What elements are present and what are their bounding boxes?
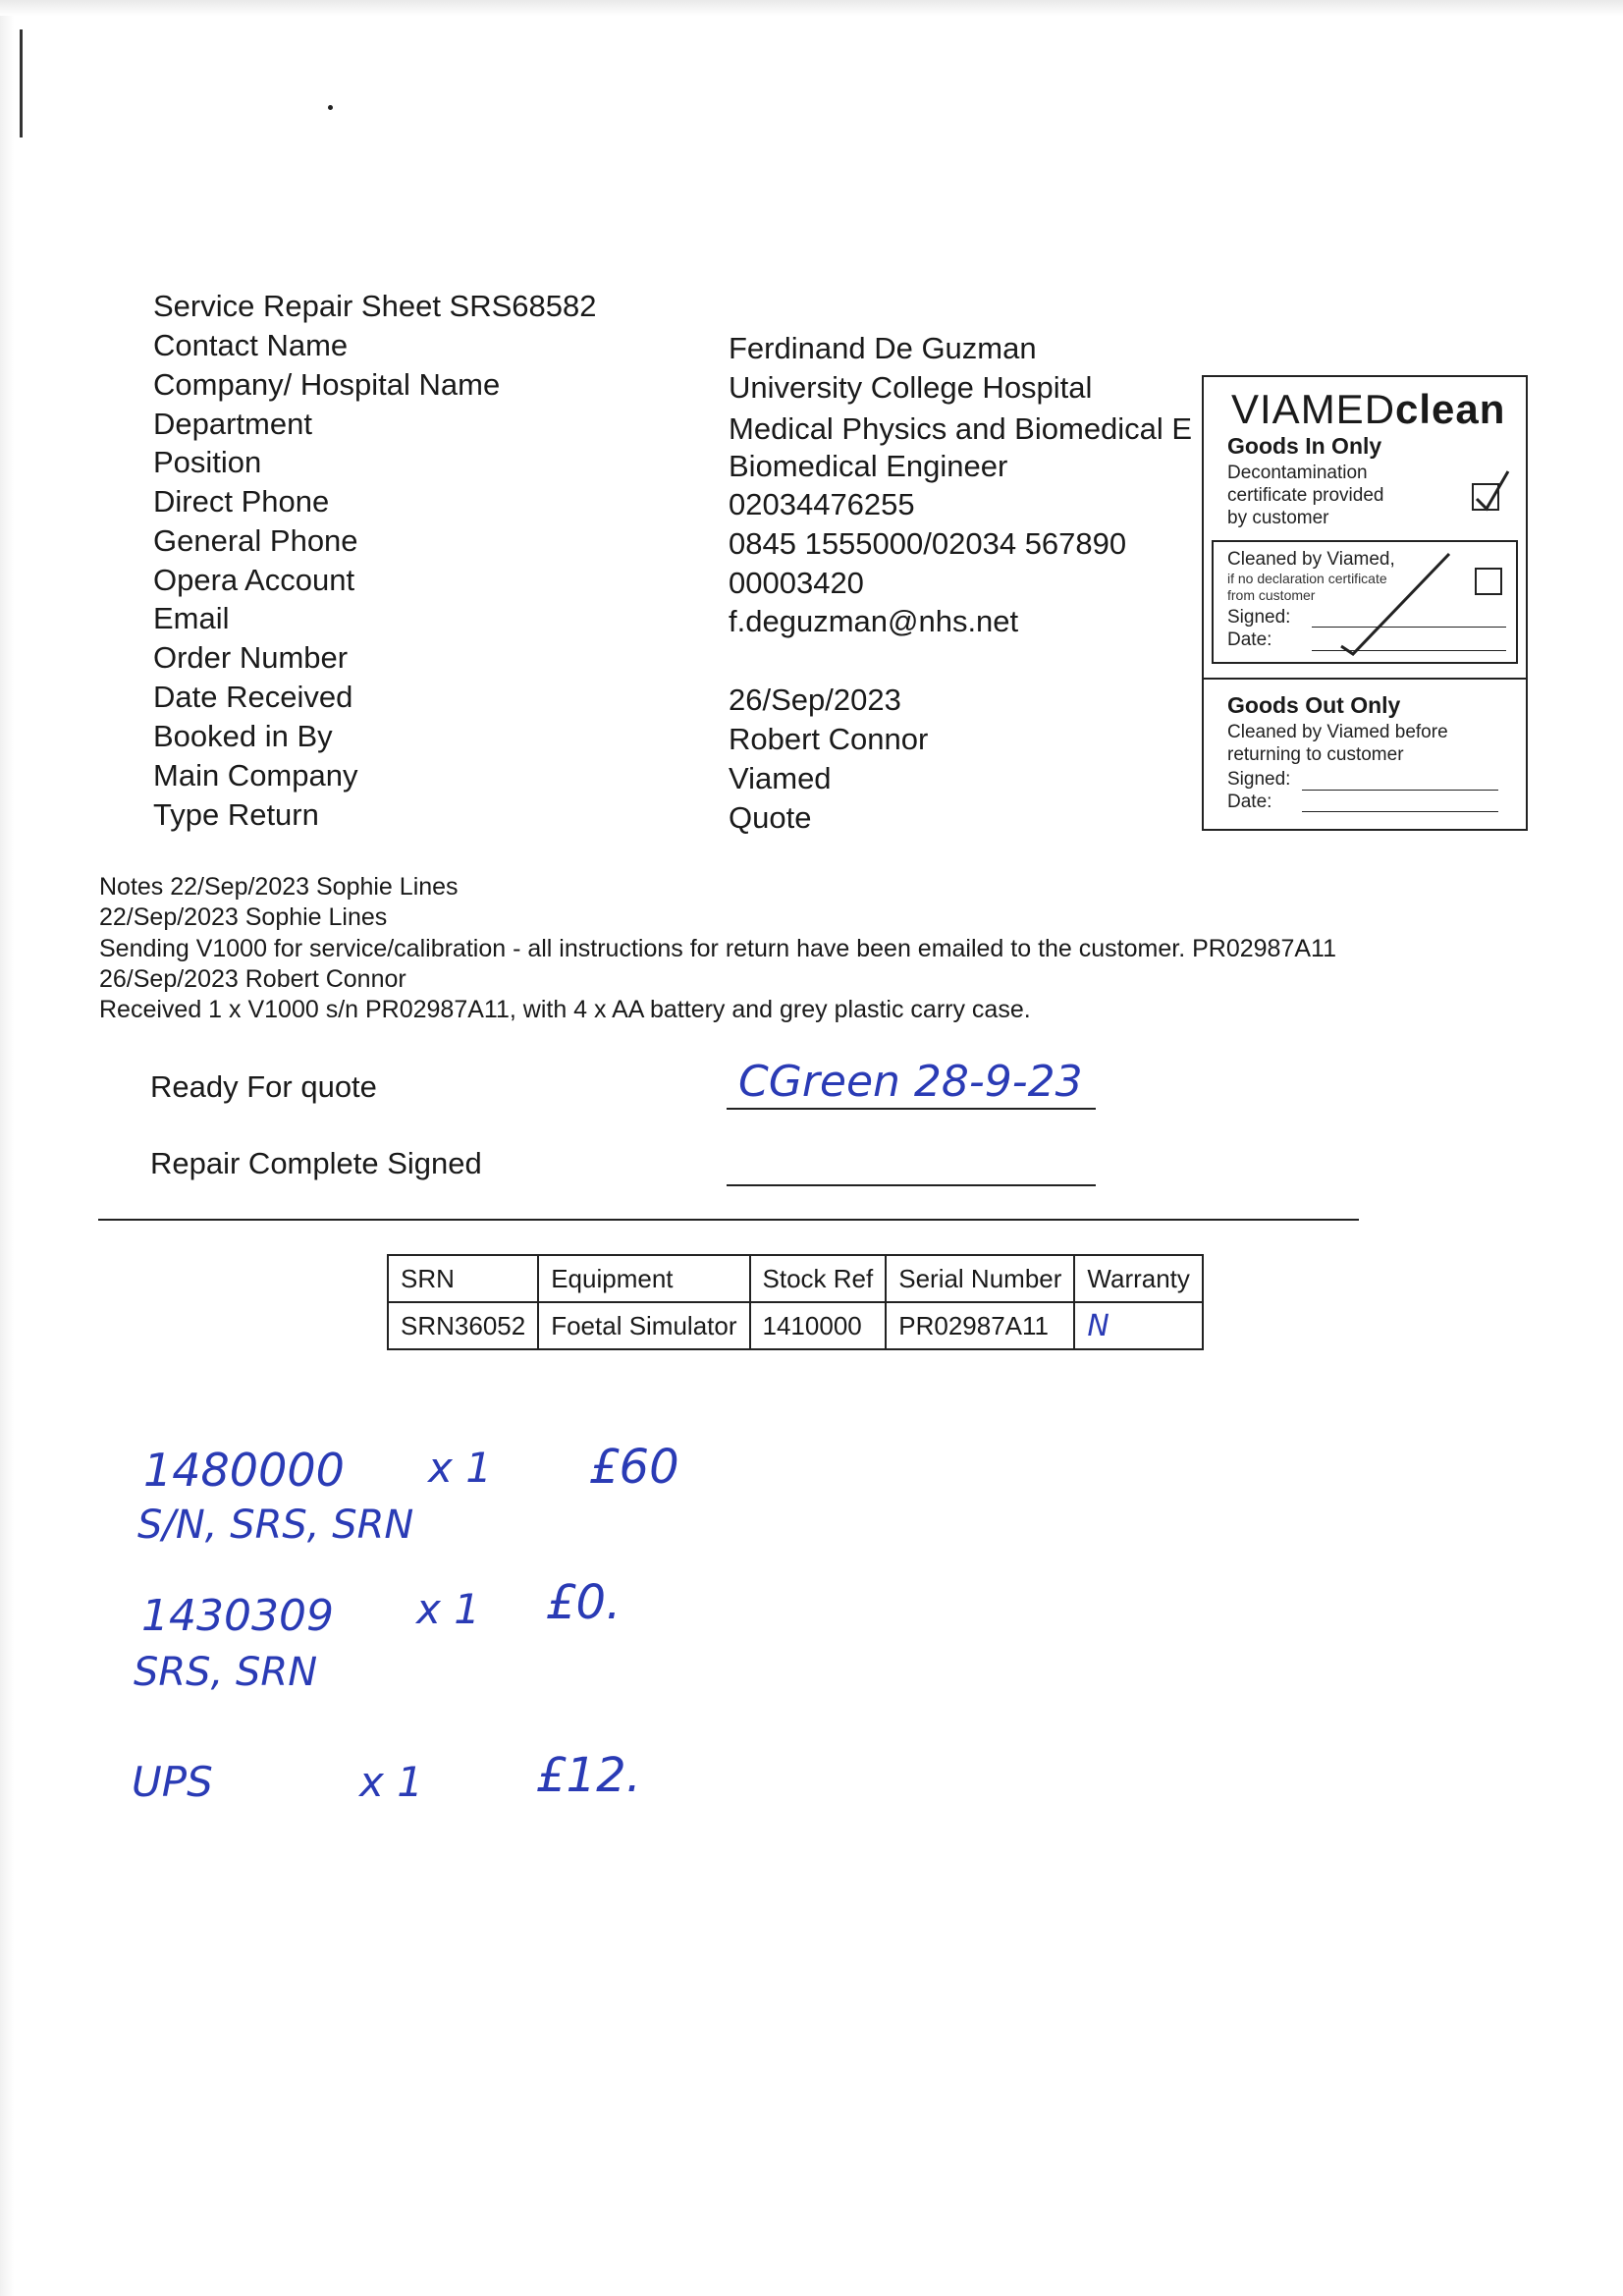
table-row: [388, 1302, 1203, 1349]
label-order-number: Order Number: [153, 640, 349, 675]
scan-dot: [328, 105, 333, 110]
cleaned-line3: from customer: [1227, 587, 1316, 603]
label-company: Company/ Hospital Name: [153, 367, 501, 402]
value-contact-name: Ferdinand De Guzman: [729, 331, 1037, 365]
hand-line2-sub: SRS, SRN: [134, 1650, 318, 1695]
value-company: University College Hospital: [729, 370, 1093, 405]
ready-signature-line: [727, 1108, 1096, 1110]
value-department: Medical Physics and Biomedical E: [729, 411, 1193, 446]
label-main-company: Main Company: [153, 758, 358, 793]
scan-edge: [0, 0, 14, 2296]
value-main-company: Viamed: [729, 761, 832, 795]
label-direct-phone: Direct Phone: [153, 484, 330, 519]
notes-line-3: Sending V1000 for service/calibration - all instructions for return have been emailed to the customer. PR02987A11: [99, 935, 1336, 962]
sheet-title: Service Repair Sheet SRS68582: [153, 289, 597, 323]
notes-line-5: Received 1 x V1000 s/n PR02987A11, with 4 x AA battery and grey plastic carry case.: [99, 996, 1031, 1023]
viamed-clean-box: [1202, 375, 1528, 831]
repair-complete-label: Repair Complete Signed: [150, 1146, 482, 1180]
hand-line1-qty: x 1: [428, 1444, 492, 1492]
hand-line1-sub: S/N, SRS, SRN: [137, 1503, 414, 1548]
cell-stock-ref: 1410000: [750, 1302, 887, 1349]
table-header-row: [388, 1255, 1203, 1302]
goods-in-line2: certificate provided: [1227, 485, 1384, 506]
header-stock-ref: Stock Ref: [750, 1255, 887, 1302]
hand-line3-qty: x 1: [359, 1758, 423, 1806]
value-opera-account: 00003420: [729, 566, 864, 600]
value-date-received: 26/Sep/2023: [729, 683, 901, 717]
label-type-return: Type Return: [153, 797, 319, 832]
goods-out-signed-label: Signed:: [1227, 769, 1291, 790]
hand-line2-code: 1430309: [141, 1591, 334, 1641]
cell-srn: SRN36052: [388, 1302, 538, 1349]
goods-in-heading: Goods In Only: [1227, 433, 1382, 459]
strike-tick-icon: [1341, 554, 1449, 654]
handwritten-tick-marks: [1204, 377, 1530, 833]
hand-line2-price: £0.: [546, 1575, 622, 1630]
hand-line1-price: £60: [589, 1440, 679, 1495]
cell-warranty: [1074, 1302, 1203, 1349]
tick-mark-icon: [1477, 471, 1508, 509]
goods-in-line1: Decontamination: [1227, 463, 1368, 483]
cleaned-line1: Cleaned by Viamed,: [1227, 549, 1395, 570]
label-contact-name: Contact Name: [153, 328, 349, 362]
goods-out-line2: returning to customer: [1227, 744, 1404, 765]
ready-signature: CGreen 28-9-23: [738, 1057, 1083, 1107]
notes-line-4: 26/Sep/2023 Robert Connor: [99, 965, 406, 993]
label-date-received: Date Received: [153, 680, 353, 714]
equipment-table: [387, 1254, 1204, 1350]
value-position: Biomedical Engineer: [729, 449, 1008, 483]
value-email: f.deguzman@nhs.net: [729, 604, 1019, 638]
header-equipment: Equipment: [538, 1255, 749, 1302]
hand-line3-price: £12.: [536, 1748, 641, 1803]
value-general-phone: 0845 1555000/02034 567890: [729, 526, 1127, 561]
label-department: Department: [153, 407, 312, 441]
value-booked-in-by: Robert Connor: [729, 722, 929, 756]
header-serial-number: Serial Number: [886, 1255, 1074, 1302]
scan-mark: [20, 29, 23, 137]
ready-for-quote-label: Ready For quote: [150, 1069, 377, 1104]
cleaned-line2: if no declaration certificate: [1227, 571, 1387, 586]
header-warranty: Warranty: [1074, 1255, 1203, 1302]
hand-line2-qty: x 1: [416, 1585, 480, 1633]
goods-out-date-label: Date:: [1227, 792, 1272, 812]
section-divider: [98, 1219, 1359, 1221]
warranty-handwritten: N: [1087, 1308, 1109, 1343]
date-label: Date:: [1227, 629, 1272, 650]
notes-line-1: Notes 22/Sep/2023 Sophie Lines: [99, 873, 459, 901]
value-type-return: Quote: [729, 800, 812, 835]
goods-in-line3: by customer: [1227, 508, 1329, 528]
label-opera-account: Opera Account: [153, 563, 355, 597]
cell-equipment: Foetal Simulator: [538, 1302, 749, 1349]
label-position: Position: [153, 445, 262, 479]
repair-signature-line: [727, 1184, 1096, 1186]
header-srn: SRN: [388, 1255, 538, 1302]
logo-bold-text: clean: [1395, 386, 1506, 432]
value-direct-phone: 02034476255: [729, 487, 915, 521]
signed-label: Signed:: [1227, 607, 1291, 628]
hand-line1-code: 1480000: [143, 1444, 345, 1497]
goods-out-heading: Goods Out Only: [1227, 692, 1401, 718]
notes-line-2: 22/Sep/2023 Sophie Lines: [99, 903, 388, 931]
hand-line3-item: UPS: [132, 1758, 213, 1806]
logo-light-text: VIAMED: [1231, 386, 1396, 432]
scan-top-shadow: [0, 0, 1623, 16]
label-general-phone: General Phone: [153, 523, 358, 558]
label-booked-in-by: Booked in By: [153, 719, 333, 753]
cell-serial-number: PR02987A11: [886, 1302, 1074, 1349]
label-email: Email: [153, 601, 230, 635]
goods-out-line1: Cleaned by Viamed before: [1227, 722, 1448, 742]
